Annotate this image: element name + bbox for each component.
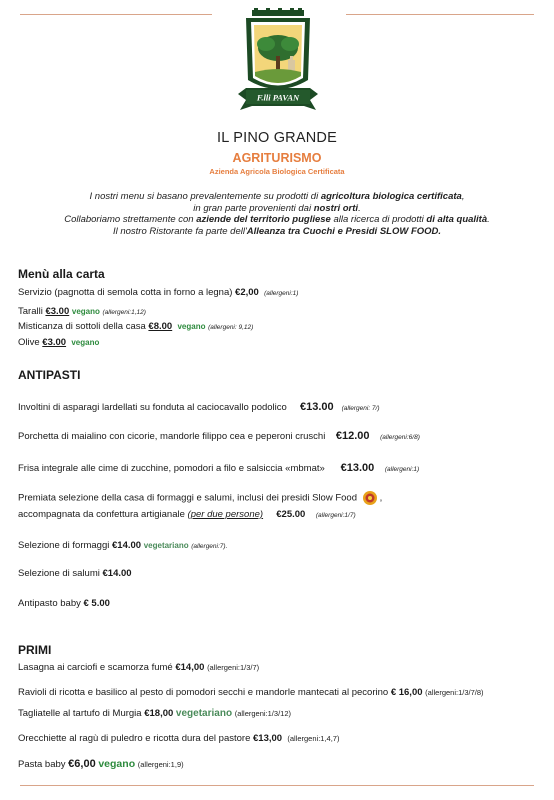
slow-food-snail-icon [362, 490, 378, 506]
menu-item-taralli: Taralli €3.00 vegano (allergeni:1,12) [18, 306, 146, 317]
menu-item-frisa: Frisa integrale alle cime di zucchine, pomodori a filo e salsiccia «mbmat» €13.00 (allergeni:1) [18, 462, 420, 474]
top-divider-right [346, 14, 534, 15]
section-title-menu-alla-carta: Menù alla carta [18, 267, 105, 281]
bottom-divider [20, 785, 534, 786]
menu-item-lasagna: Lasagna ai carciofi e scamorza fumé €14,00 (allergeni:1/3/7) [18, 662, 260, 673]
section-title-primi: PRIMI [18, 643, 52, 657]
menu-item-selezione-salumi: Selezione di salumi €14.00 [18, 568, 132, 579]
menu-item-porchetta: Porchetta di maialino con cicorie, mandorle filippo cea e peperoni cruschi €12.00 (allergeni:6/8) [18, 430, 420, 442]
brand-subtitle: AGRITURISMO [232, 151, 322, 165]
brand-title: IL PINO GRANDE [217, 130, 337, 146]
logo-ribbon-text: F.lli PAVAN [256, 92, 300, 103]
intro-paragraph [0, 191, 554, 238]
menu-item-orecchiette: Orecchiette al ragù di puledro e ricotta dura del pastore €13,00 (allergeni:1,4,7) [18, 733, 340, 744]
brand-tagline: Azienda Agricola Biologica Certificata [209, 167, 345, 176]
intro-line-1: I nostri menu si basano prevalentemente su prodotti di agricoltura biologica certificata, [89, 191, 465, 202]
menu-item-tagliatelle: Tagliatelle al tartufo di Murgia €18,00 vegetariano (allergeni:1/3/12) [18, 708, 291, 719]
intro-line-2: in gran parte provenienti dai nostri orti. [193, 202, 361, 214]
menu-item-ravioli: Ravioli di ricotta e basilico al pesto di pomodori secchi e mandorle mantecati al pecorino € 16,00 (allergeni:1/3/7/8) [18, 687, 484, 698]
top-divider-left [20, 14, 212, 15]
menu-item-premiata-line-1: Premiata selezione della casa di formaggi e salumi, inclusi dei presidi Slow Food , [18, 490, 382, 506]
menu-item-premiata-line-2: accompagnata da confettura artigianale (per due persone) €25.00 (allergeni:1/7) [18, 509, 356, 520]
section-title-antipasti: ANTIPASTI [18, 368, 81, 382]
menu-item-selezione-formaggi: Selezione di formaggi €14.00 vegetariano (allergeni:7). [18, 540, 228, 551]
menu-item-pasta-baby: Pasta baby €6,00 vegano (allergeni:1,9) [18, 758, 184, 770]
intro-line-4: Il nostro Ristorante fa parte dell'Alleanza tra Cuochi e Presidi SLOW FOOD. [112, 226, 442, 238]
menu-item-antipasto-baby: Antipasto baby € 5.00 [18, 598, 110, 609]
intro-line-3: Collaboriamo strettamente con aziende del territorio pugliese alla ricerca di prodotti di alta qualità. [64, 214, 490, 226]
pino-grande-logo [232, 8, 324, 118]
menu-item-servizio: Servizio (pagnotta di semola cotta in forno a legna) €2,00 (allergeni:1) [18, 287, 299, 298]
menu-item-misticanza: Misticanza di sottoli della casa €8.00 vegano (allergeni: 9,12) [18, 321, 254, 332]
menu-item-olive: Olive €3.00 vegano [18, 337, 100, 348]
menu-item-involtini: Involtini di asparagi lardellati su fonduta al caciocavallo podolico €13.00 (allergeni: 7/) [18, 401, 380, 413]
